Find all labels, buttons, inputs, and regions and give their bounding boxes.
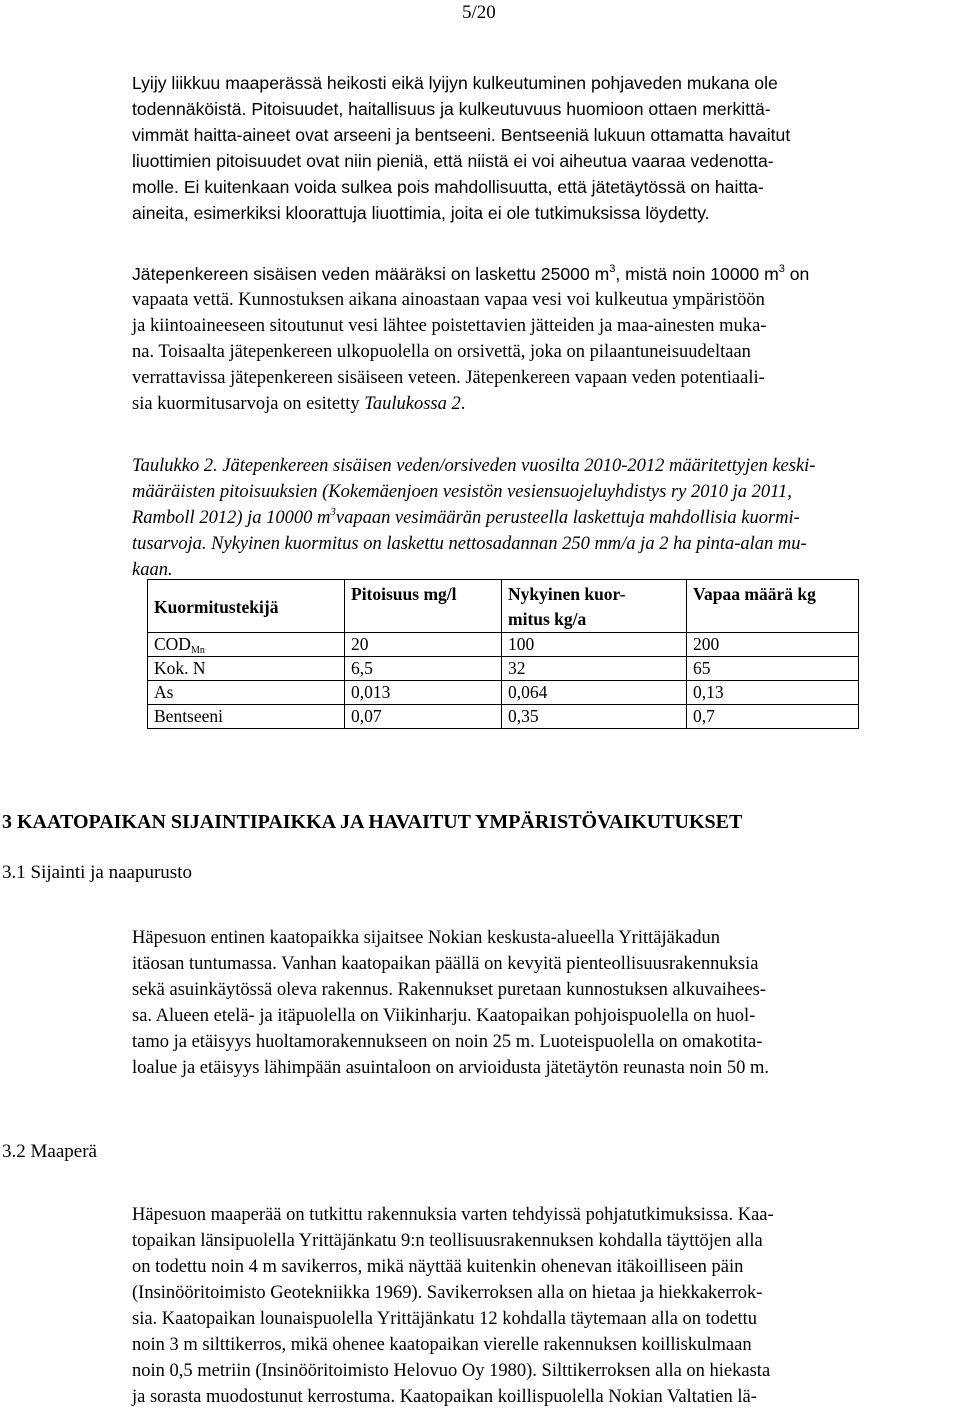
table-row — [148, 681, 859, 705]
table-cell: Kok. N — [148, 657, 345, 681]
text-line: sa. Alueen etelä- ja itäpuolella on Viikinharju. Kaatopaikan pohjoispuolella on huol- — [132, 1006, 756, 1026]
text-line: aineita, esimerkiksi kloorattuja liuottimia, joita ei ole tutkimuksissa löydetty. — [132, 203, 710, 223]
table-cell: 0,13 — [687, 681, 859, 705]
text-fragment: sia kuormitusarvoja on esitetty — [132, 394, 365, 414]
load-table — [147, 579, 859, 729]
header-line: mitus kg/a — [508, 609, 587, 629]
table-row — [148, 633, 859, 657]
subsection-heading-3-1: 3.1 Sijainti ja naapurusto — [2, 862, 192, 883]
header-cell: Pitoisuus mg/l — [345, 580, 502, 633]
text-line: (Insinööritoimisto Geotekniikka 1969). Savikerroksen alla on hietaa ja hiekkakerrok- — [132, 1283, 763, 1303]
table-cell: 0,7 — [687, 705, 859, 729]
table-row — [148, 657, 859, 681]
table-cell: 0,35 — [502, 705, 687, 729]
text-fragment: vapaan vesimäärän perusteella laskettuja mahdollisia kuormi- — [335, 508, 800, 528]
table-cell: 100 — [502, 633, 687, 657]
text-line: vapaata vettä. Kunnostuksen aikana ainoastaan vapaa vesi voi kulkeutua ympäristöön — [132, 290, 765, 310]
text-line: tamo ja etäisyys huoltamorakennukseen on noin 25 m. Luoteispuolella on omakotita- — [132, 1032, 763, 1052]
paragraph-location — [132, 925, 950, 1081]
text-line: Häpesuon maaperää on tutkittu rakennuksia varten tehdyissä pohjatutkimuksissa. Kaa- — [132, 1205, 774, 1225]
header-line: Nykyinen kuor- — [508, 584, 626, 604]
table-cell: 0,064 — [502, 681, 687, 705]
subsection-heading-3-2: 3.2 Maaperä — [2, 1141, 97, 1162]
superscript: 3 — [609, 263, 616, 275]
paragraph-water-volume — [132, 261, 950, 417]
text-fragment: Jätepenkereen sisäisen veden määräksi on laskettu 25000 m — [132, 264, 610, 284]
caption-line — [132, 505, 950, 531]
table-caption — [132, 453, 950, 583]
paragraph-contaminants — [132, 70, 950, 226]
text-line: sia. Kaatopaikan lounaispuolella Yrittäjänkatu 12 kohdalla täytemaan alla on todettu — [132, 1309, 758, 1329]
text-line: verrattavissa jätepenkereen sisäiseen veteen. Jätepenkereen vapaan veden potentiaali- — [132, 368, 765, 388]
text-line: molle. Ei kuitenkaan voida sulkea pois mahdollisuutta, että jätetäytössä on haitta- — [132, 177, 764, 197]
caption-line: kaan. — [132, 560, 173, 580]
text-line: noin 0,5 metriin (Insinööritoimisto Helovuo Oy 1980). Silttikerroksen alla on hiekasta — [132, 1361, 771, 1381]
text-line: Lyijy liikkuu maaperässä heikosti eikä lyijyn kulkeutuminen pohjaveden mukana ole — [132, 73, 778, 93]
header-cell: Kuormitustekijä — [148, 580, 345, 633]
text-line: ja kiintoaineeseen sitoutunut vesi lähtee poistettavien jätteiden ja maa-ainesten muka- — [132, 316, 767, 336]
table-cell: 0,07 — [345, 705, 502, 729]
text-line — [132, 261, 950, 287]
text-fragment: on — [784, 264, 810, 284]
text-line: na. Toisaalta jätepenkereen ulkopuolella on orsivettä, joka on pilaantuneisuudeltaan — [132, 342, 751, 362]
text-line: on todettu noin 4 m savikerros, mikä näyttää kuitenkin ohenevan itäkoilliseen päin — [132, 1257, 744, 1277]
text-line: vimmät haitta-aineet ovat arseeni ja bentseeni. Bentseeniä lukuun ottamatta havaitut — [132, 125, 791, 145]
caption-line: tusarvoja. Nykyinen kuormitus on laskettu nettosadannan 250 mm/a ja 2 ha pinta-alan mu- — [132, 534, 807, 554]
table-reference: Taulukossa 2 — [364, 394, 461, 414]
subscript: Mn — [190, 645, 205, 656]
text-line: liuottimien pitoisuudet ovat niin pieniä, että niistä ei voi aiheutua vaaraa vedenotta- — [132, 151, 774, 171]
text-line: loalue ja etäisyys lähimpään asuintaloon on arvioidusta jätetäytön reunasta noin 50 m. — [132, 1058, 770, 1078]
text-line: topaikan länsipuolella Yrittäjänkatu 9:n teollisuusrakennuksen kohdalla täyttöjen alla — [132, 1231, 763, 1251]
text-fragment: Ramboll 2012) ja 10000 m — [132, 508, 331, 528]
header-cell: Vapaa määrä kg — [687, 580, 859, 633]
table-header-row — [148, 580, 859, 633]
text-line: noin 3 m silttikerros, mikä ohenee kaatopaikan vierelle rakennuksen koilliskulmaan — [132, 1335, 752, 1355]
superscript: 3 — [778, 263, 785, 275]
table-cell: 6,5 — [345, 657, 502, 681]
table-cell: As — [148, 681, 345, 705]
table-cell: 200 — [687, 633, 859, 657]
page-number: 5/20 — [462, 2, 496, 23]
text-line: sekä asuinkäytössä oleva rakennus. Rakennukset puretaan kunnostuksen alkuvaihees- — [132, 980, 766, 1000]
table-cell: 32 — [502, 657, 687, 681]
paragraph-soil — [132, 1202, 950, 1410]
text-fragment: . — [460, 394, 466, 414]
text-line: Häpesuon entinen kaatopaikka sijaitsee Nokian keskusta-alueella Yrittäjäkadun — [132, 928, 721, 948]
header-cell — [502, 580, 687, 633]
superscript: 3 — [330, 506, 336, 518]
table-cell: 0,013 — [345, 681, 502, 705]
text-line — [132, 391, 950, 417]
section-heading-3: 3 KAATOPAIKAN SIJAINTIPAIKKA JA HAVAITUT YMPÄRISTÖVAIKUTUKSET — [2, 811, 743, 833]
caption-line: määräisten pitoisuuksien (Kokemäenjoen vesistön vesiensuojeluyhdistys ry 2010 ja 2011, — [132, 482, 792, 502]
text-fragment: , mistä noin 10000 m — [615, 264, 779, 284]
text-line: todennäköistä. Pitoisuudet, haitallisuus ja kulkeutuvuus huomioon ottaen merkittä- — [132, 99, 771, 119]
cell-text: COD — [154, 634, 191, 654]
table-cell: Bentseeni — [148, 705, 345, 729]
text-line: ja sorasta muodostunut kerrostuma. Kaatopaikan koillispuolella Nokian Valtatien lä- — [132, 1387, 757, 1407]
table-cell: 20 — [345, 633, 502, 657]
table-cell — [148, 633, 345, 657]
table-cell: 65 — [687, 657, 859, 681]
caption-line: Taulukko 2. Jätepenkereen sisäisen veden/orsiveden vuosilta 2010-2012 määritettyjen keski- — [132, 456, 816, 476]
text-line: itäosan tuntumassa. Vanhan kaatopaikan päällä on kevyitä pienteollisuusrakennuksia — [132, 954, 759, 974]
table-row — [148, 705, 859, 729]
